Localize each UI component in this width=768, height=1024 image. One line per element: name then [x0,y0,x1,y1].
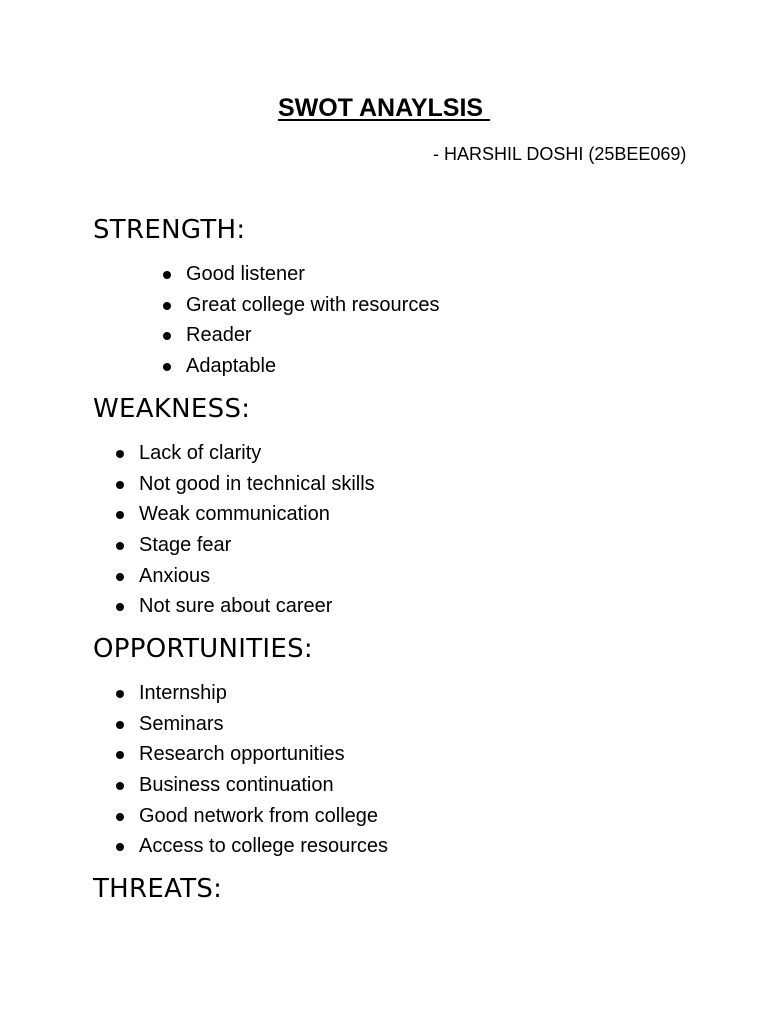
bullet-dot [116,690,124,698]
document-title [0,92,768,124]
weakness-list [139,438,375,622]
opportunities-item-text: Good network from college [139,804,379,827]
bullet-dot [116,450,124,458]
strength-item-text: Good listener [186,263,305,285]
bullet-dot [116,603,124,611]
opportunities-item [139,831,388,862]
strength-item [186,320,439,351]
opportunities-item-text: Access to college resources [139,835,389,858]
document-title-text: SWOT ANAYLSIS [277,94,491,122]
opportunities-item-text: Seminars [139,712,224,735]
bullet-dot [116,721,124,729]
weakness-item [139,530,375,561]
bullet-dot [116,511,124,519]
opportunities-item-text: Internship [139,682,227,704]
bullet-dot [116,573,124,581]
weakness-item [139,469,375,500]
bullet-dot [116,481,124,489]
weakness-item [139,438,375,469]
strength-item-text: Reader [186,324,252,347]
bullet-dot [116,751,124,759]
weakness-item-text: Not sure about career [139,595,333,618]
strength-item [186,259,439,290]
weakness-item-text: Anxious [139,564,211,587]
weakness-item-text: Stage fear [139,534,232,557]
opportunities-item [139,739,388,770]
opportunities-item-text: Business continuation [139,774,334,797]
opportunities-heading: OPPORTUNITIES: [93,634,313,664]
opportunities-item [139,678,388,709]
strength-item [186,351,439,382]
strength-item-text: Great college with resources [186,293,440,316]
opportunities-item [139,801,388,832]
weakness-item [139,561,375,592]
bullet-dot [163,332,171,340]
bullet-dot [163,271,171,279]
bullet-dot [116,782,124,790]
strength-item [186,290,439,321]
weakness-item-text: Not good in technical skills [139,472,375,495]
bullet-dot [116,813,124,821]
weakness-item-text: Lack of clarity [139,442,262,464]
weakness-item [139,499,375,530]
threats-heading: THREATS: [93,874,223,904]
weakness-item-text: Weak communication [139,503,330,526]
opportunities-item [139,709,388,740]
opportunities-item-text: Research opportunities [139,743,345,766]
bullet-dot [163,363,171,371]
weakness-item [139,591,375,622]
weakness-heading: WEAKNESS: [93,394,251,424]
opportunities-item [139,770,388,801]
bullet-dot [163,302,171,310]
strength-list [186,259,439,382]
opportunities-list [139,678,388,862]
document-author: - HARSHIL DOSHI (25BEE069) [433,144,687,164]
bullet-dot [116,542,124,550]
strength-item-text: Adaptable [186,355,277,378]
strength-heading: STRENGTH: [93,215,246,245]
bullet-dot [116,843,124,851]
